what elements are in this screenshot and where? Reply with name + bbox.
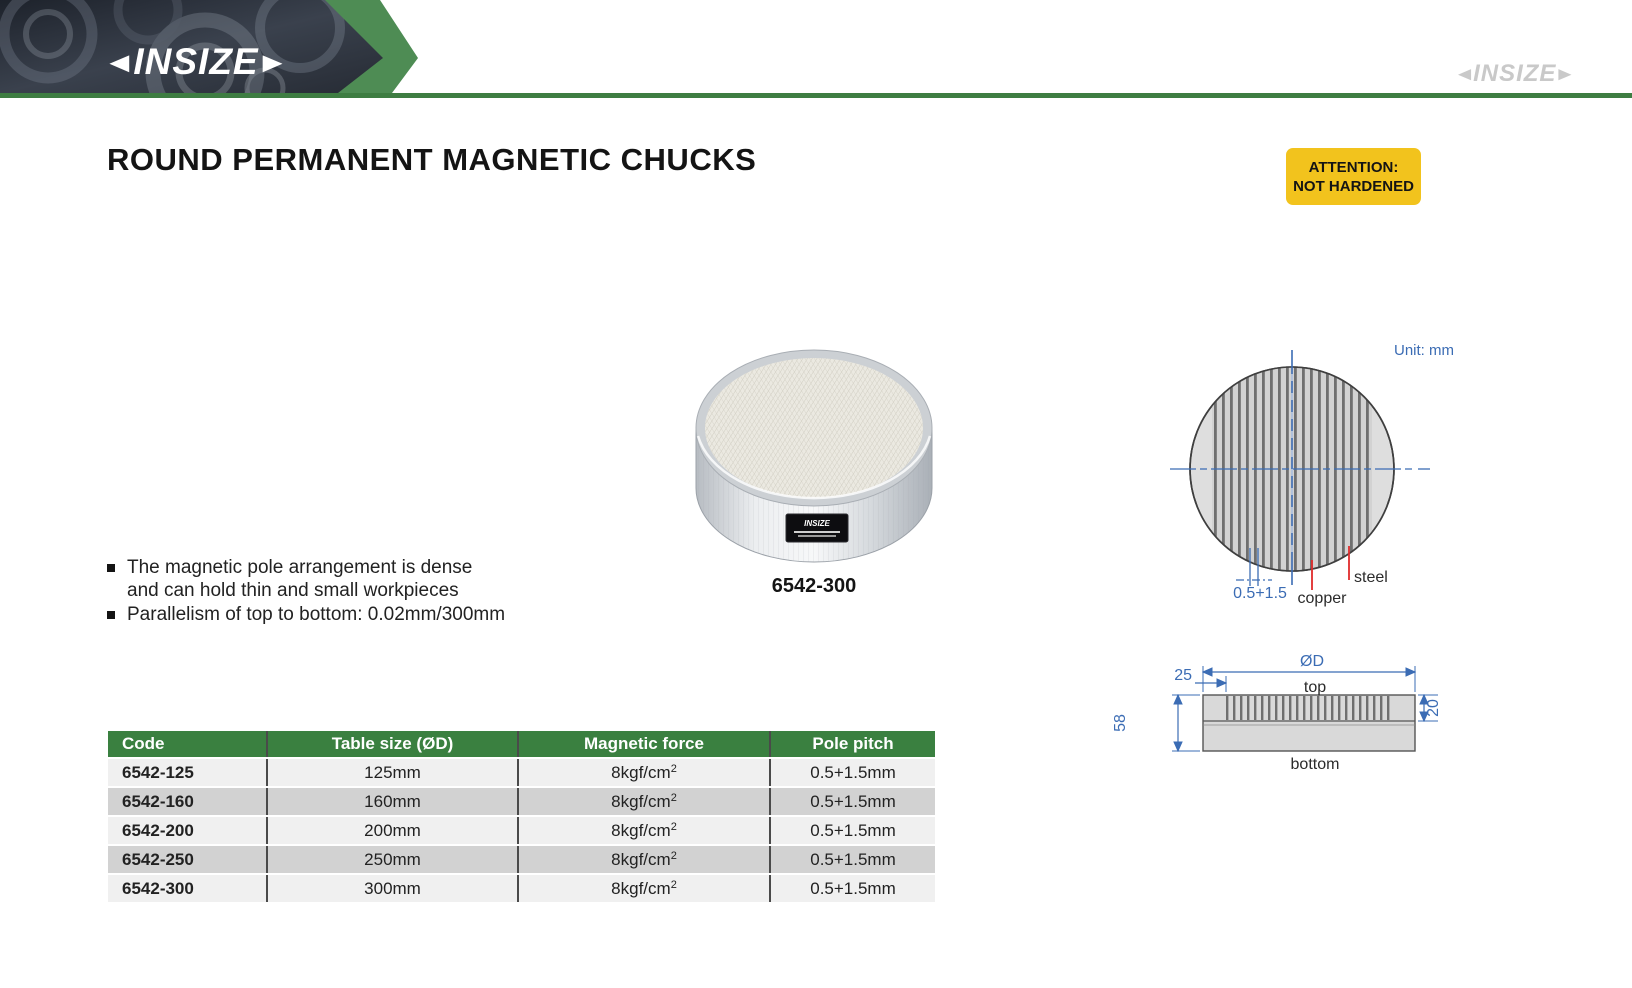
green-divider: [0, 93, 1632, 98]
feature-item: [107, 556, 577, 602]
watermark-right-arrow-icon: ▶: [1558, 65, 1572, 82]
dim-58-label: 58: [1112, 714, 1129, 732]
cell-code: 6542-125: [108, 759, 268, 786]
header-cell-force: Magnetic force: [519, 731, 771, 757]
cell-size: 300mm: [268, 875, 519, 902]
pitch-dimension-label: 0.5+1.5: [1233, 585, 1287, 602]
header-cell-pitch: Pole pitch: [812, 734, 894, 753]
cell-code: 6542-300: [108, 875, 268, 902]
cell-size: 160mm: [268, 788, 519, 815]
product-caption: 6542-300: [771, 575, 857, 597]
cell-pitch: 0.5+1.5mm: [771, 817, 935, 844]
dim-diameter-label: ØD: [1300, 653, 1324, 670]
page-title: ROUND PERMANENT MAGNETIC CHUCKS: [107, 142, 757, 177]
top-face-label: top: [1303, 679, 1327, 696]
cell-code: 6542-200: [108, 817, 268, 844]
side-view-diagram: [1100, 630, 1445, 778]
brand-logo-text: INSIZE: [133, 41, 259, 82]
logo-left-arrow-icon: ◀: [109, 49, 130, 75]
unit-label: Unit: mm: [1394, 342, 1454, 359]
cell-force: 8kgf/cm 2: [519, 817, 771, 844]
svg-text:INSIZE: INSIZE: [804, 519, 830, 528]
feature-line: Parallelism of top to bottom: 0.02mm/300mm: [127, 604, 506, 625]
cell-pitch: 0.5+1.5mm: [771, 788, 935, 815]
table-row: [108, 875, 935, 902]
cell-force: 8kgf/cm 2: [519, 875, 771, 902]
bullet-square-icon: [107, 564, 115, 572]
attention-line2: NOT HARDENED: [1293, 177, 1414, 195]
bottom-face-label: bottom: [1290, 756, 1340, 773]
cell-size: 200mm: [268, 817, 519, 844]
cell-force: 8kgf/cm 2: [519, 788, 771, 815]
bullet-square-icon: [107, 611, 115, 619]
feature-item: [107, 603, 577, 626]
cell-code: 6542-250: [108, 846, 268, 873]
header-cell-code: Code: [108, 731, 268, 757]
table-row: [108, 817, 935, 844]
attention-badge: [1286, 148, 1421, 205]
brand-watermark-text: INSIZE: [1473, 60, 1557, 87]
logo-right-arrow-icon: ▶: [262, 49, 283, 75]
watermark-left-arrow-icon: ◀: [1458, 65, 1472, 82]
dim-25-label: 25: [1174, 667, 1192, 684]
dim-20-label: 20: [1425, 699, 1442, 717]
features-list: [107, 556, 577, 627]
cell-size: 125mm: [268, 759, 519, 786]
cell-pitch: 0.5+1.5mm: [771, 846, 935, 873]
cell-force: 8kgf/cm 2: [519, 759, 771, 786]
table-header-row: [108, 731, 935, 757]
spec-table: [108, 731, 935, 902]
copper-label: copper: [1297, 590, 1347, 607]
top-view-diagram: [1150, 340, 1450, 608]
table-row: [108, 846, 935, 873]
brand-logo: [96, 36, 296, 88]
table-row: [108, 759, 935, 786]
header-cell-size: Table size (ØD): [268, 731, 519, 757]
cell-force: 8kgf/cm 2: [519, 846, 771, 873]
steel-label: steel: [1354, 569, 1388, 586]
cell-pitch: 0.5+1.5mm: [771, 875, 935, 902]
product-photo: [688, 338, 940, 573]
cell-code: 6542-160: [108, 788, 268, 815]
brand-watermark: [1458, 58, 1618, 90]
cell-pitch: 0.5+1.5mm: [771, 759, 935, 786]
cell-size: 250mm: [268, 846, 519, 873]
attention-line1: ATTENTION:: [1308, 158, 1399, 176]
table-row: [108, 788, 935, 815]
feature-line: and can hold thin and small workpieces: [127, 580, 459, 601]
feature-line: The magnetic pole arrangement is dense: [127, 557, 473, 578]
